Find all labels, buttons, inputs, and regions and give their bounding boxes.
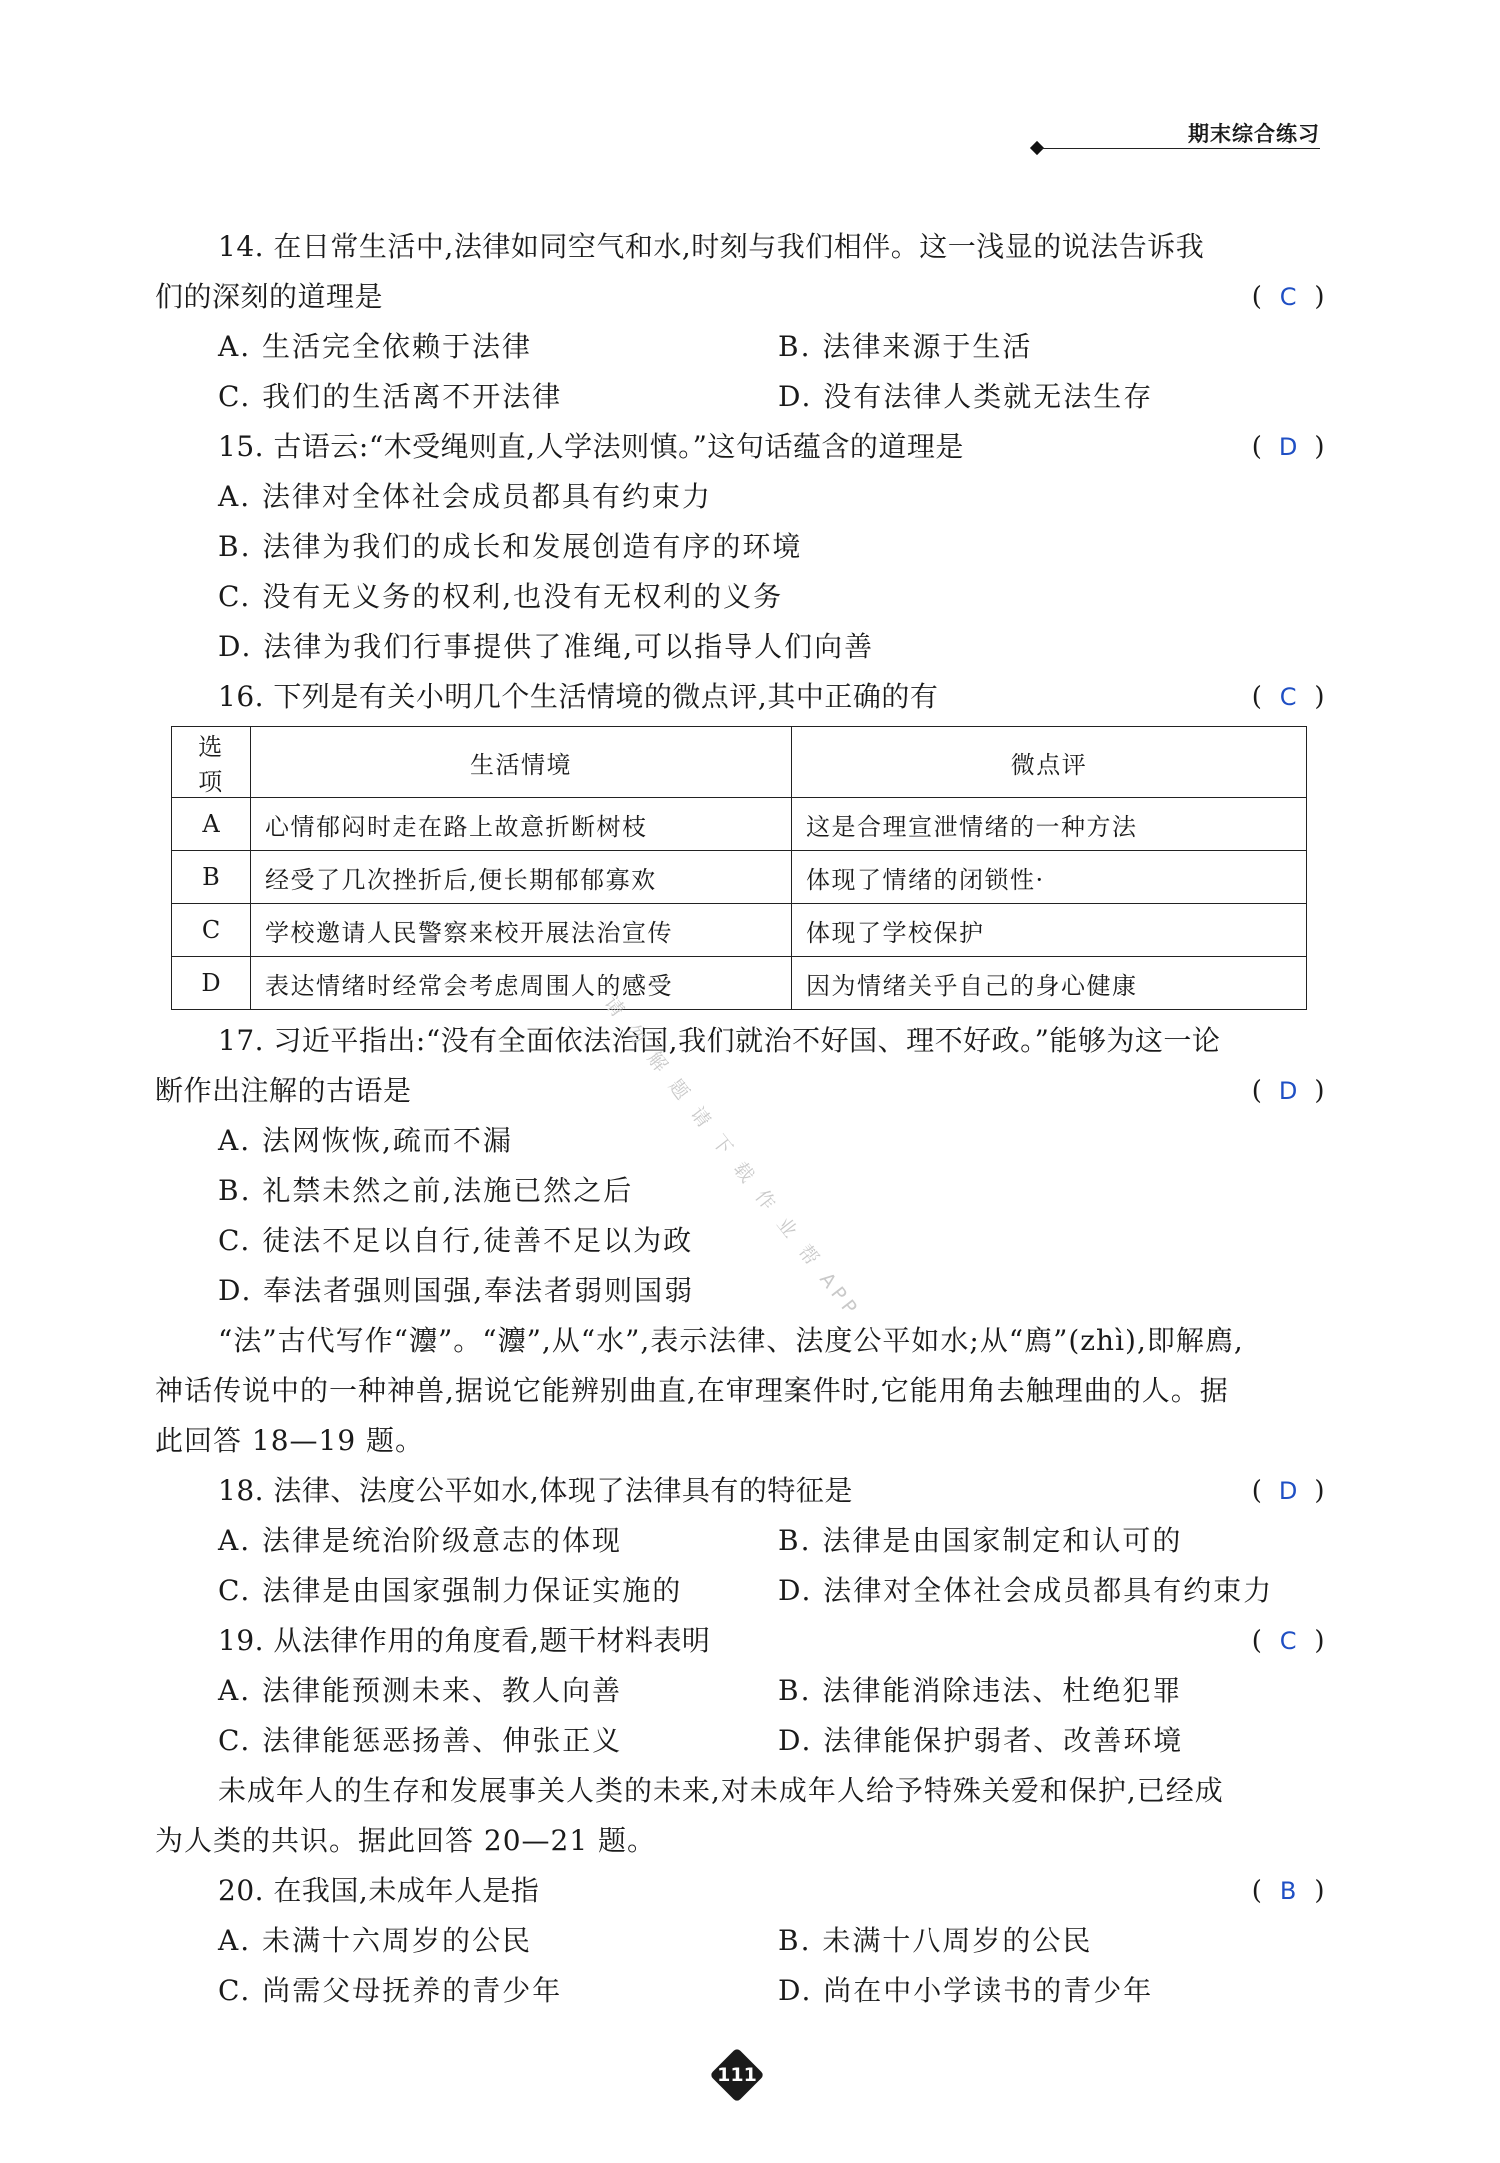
passage1-line2: 神话传说中的一种神兽,据说它能辨别曲直,在审理案件时,它能用角去触理曲的人。据 — [155, 1374, 1229, 1407]
q14-answer-slot: ( C ) — [1252, 272, 1325, 322]
table-header-situation: 生活情境 — [251, 727, 792, 798]
q15-answer: D — [1278, 433, 1298, 461]
q17-option-a: A. 法网恢恢,疏而不漏 — [218, 1124, 513, 1157]
q16-stem — [155, 672, 1325, 722]
section-title: 期末综合练习 — [1188, 122, 1320, 146]
q20-option-d: D. 尚在中小学读书的青少年 — [778, 1974, 1154, 2007]
q19-options-row1 — [155, 1666, 1325, 1716]
q20-options-row2 — [155, 1966, 1325, 2016]
q18-stem-text: 18. 法律、法度公平如水,体现了法律具有的特征是 — [218, 1474, 853, 1507]
table-cell-comment: 体现了情绪的闭锁性· — [792, 851, 1307, 904]
q19-option-b: B. 法律能消除违法、杜绝犯罪 — [778, 1674, 1183, 1707]
q20-stem-text: 20. 在我国,未成年人是指 — [218, 1874, 540, 1907]
table-cell-option: B — [172, 851, 251, 904]
q17-option-d: D. 奉法者强则国强,奉法者弱则国弱 — [218, 1274, 695, 1307]
q18-options-row1 — [155, 1516, 1325, 1566]
q19-stem — [155, 1616, 1325, 1666]
q14-option-c: C. 我们的生活离不开法律 — [218, 380, 563, 413]
q14-stem-line2 — [155, 272, 1325, 322]
q18-answer-slot: ( D ) — [1252, 1466, 1325, 1516]
q14-answer: C — [1279, 283, 1297, 311]
passage2-line2: 为人类的共识。据此回答 20—21 题。 — [155, 1824, 657, 1857]
q17-stem-line2 — [155, 1066, 1325, 1116]
q20-option-b: B. 未满十八周岁的公民 — [778, 1924, 1093, 1957]
passage1-line3: 此回答 18—19 题。 — [155, 1424, 425, 1457]
q17-stem-text: 断作出注解的古语是 — [155, 1074, 412, 1107]
page-number: 111 — [717, 2064, 757, 2086]
q18-option-d: D. 法律对全体社会成员都具有约束力 — [778, 1574, 1274, 1607]
table-cell-situation: 表达情绪时经常会考虑周围人的感受 — [251, 957, 792, 1010]
table-cell-comment: 因为情绪关乎自己的身心健康 — [792, 957, 1307, 1010]
q14-stem-text: 们的深刻的道理是 — [155, 280, 384, 313]
q19-option-c: C. 法律能惩恶扬善、伸张正义 — [218, 1724, 623, 1757]
table-cell-comment: 体现了学校保护 — [792, 904, 1307, 957]
question-list — [155, 222, 1325, 2016]
q15-option-a: A. 法律对全体社会成员都具有约束力 — [218, 480, 713, 513]
q14-option-b: B. 法律来源于生活 — [778, 330, 1033, 363]
watermark: 请 勿 解 题 请 下 载 作 业 帮 APP — [599, 992, 864, 1323]
table-cell-comment: 这是合理宣泄情绪的一种方法 — [792, 798, 1307, 851]
q20-options-row1 — [155, 1916, 1325, 1966]
q15-option-d: D. 法律为我们行事提供了准绳,可以指导人们向善 — [218, 630, 875, 663]
table-cell-situation: 学校邀请人民警察来校开展法治宣传 — [251, 904, 792, 957]
q16-answer-slot: ( C ) — [1252, 672, 1325, 722]
q18-stem — [155, 1466, 1325, 1516]
q19-option-d: D. 法律能保护弱者、改善环境 — [778, 1724, 1184, 1757]
q14-option-a: A. 生活完全依赖于法律 — [218, 330, 533, 363]
q16-answer: C — [1279, 683, 1297, 711]
q19-stem-text: 19. 从法律作用的角度看,题干材料表明 — [218, 1624, 711, 1657]
q20-answer: B — [1279, 1877, 1297, 1905]
q14-options-row1 — [155, 322, 1325, 372]
q18-option-b: B. 法律是由国家制定和认可的 — [778, 1524, 1183, 1557]
table-row — [172, 851, 1307, 904]
table-row — [172, 957, 1307, 1010]
q15-answer-slot: ( D ) — [1252, 422, 1325, 472]
q20-option-a: A. 未满十六周岁的公民 — [218, 1924, 533, 1957]
table-header-option: 选项 — [172, 727, 251, 798]
q19-options-row2 — [155, 1716, 1325, 1766]
q18-option-c: C. 法律是由国家强制力保证实施的 — [218, 1574, 683, 1607]
q15-stem — [155, 422, 1325, 472]
q14-stem-line1: 14. 在日常生活中,法律如同空气和水,时刻与我们相伴。这一浅显的说法告诉我 — [218, 230, 1205, 263]
q18-answer: D — [1278, 1477, 1298, 1505]
passage1-line1: “法”古代写作“灋”。“灋”,从“水”,表示法律、法度公平如水;从“廌”(zhì),即解廌, — [218, 1324, 1244, 1357]
q15-option-b: B. 法律为我们的成长和发展创造有序的环境 — [218, 530, 803, 563]
q18-option-a: A. 法律是统治阶级意志的体现 — [218, 1524, 623, 1557]
q20-stem — [155, 1866, 1325, 1916]
q19-option-a: A. 法律能预测未来、教人向善 — [218, 1674, 623, 1707]
q15-option-c: C. 没有无义务的权利,也没有无权利的义务 — [218, 580, 784, 613]
q17-answer-slot: ( D ) — [1252, 1066, 1325, 1116]
table-cell-situation: 心情郁闷时走在路上故意折断树枝 — [251, 798, 792, 851]
table-row — [172, 904, 1307, 957]
q16-table — [171, 726, 1307, 1010]
q14-options-row2 — [155, 372, 1325, 422]
table-cell-option: A — [172, 798, 251, 851]
q17-option-b: B. 礼禁未然之前,法施已然之后 — [218, 1174, 634, 1207]
table-row — [172, 798, 1307, 851]
header-rule — [1040, 148, 1320, 149]
table-cell-option: D — [172, 957, 251, 1010]
table-cell-situation: 经受了几次挫折后,便长期郁郁寡欢 — [251, 851, 792, 904]
q20-option-c: C. 尚需父母抚养的青少年 — [218, 1974, 563, 2007]
q16-stem-text: 16. 下列是有关小明几个生活情境的微点评,其中正确的有 — [218, 680, 939, 713]
q19-answer-slot: ( C ) — [1252, 1616, 1325, 1666]
q14-option-d: D. 没有法律人类就无法生存 — [778, 380, 1154, 413]
table-header-row — [172, 727, 1307, 798]
q17-answer: D — [1278, 1077, 1298, 1105]
q15-stem-text: 15. 古语云:“木受绳则直,人学法则慎。”这句话蕴含的道理是 — [218, 430, 964, 463]
passage2-line1: 未成年人的生存和发展事关人类的未来,对未成年人给予特殊关爱和保护,已经成 — [218, 1774, 1224, 1807]
running-header — [1030, 118, 1320, 154]
table-header-comment: 微点评 — [792, 727, 1307, 798]
q17-stem-line1: 17. 习近平指出:“没有全面依法治国,我们就治不好国、理不好政。”能够为这一论 — [218, 1024, 1221, 1057]
q19-answer: C — [1279, 1627, 1297, 1655]
q17-option-c: C. 徒法不足以自行,徒善不足以为政 — [218, 1224, 694, 1257]
page-number-badge — [712, 2050, 762, 2100]
q20-answer-slot: ( B ) — [1252, 1866, 1325, 1916]
table-cell-option: C — [172, 904, 251, 957]
q18-options-row2 — [155, 1566, 1325, 1616]
